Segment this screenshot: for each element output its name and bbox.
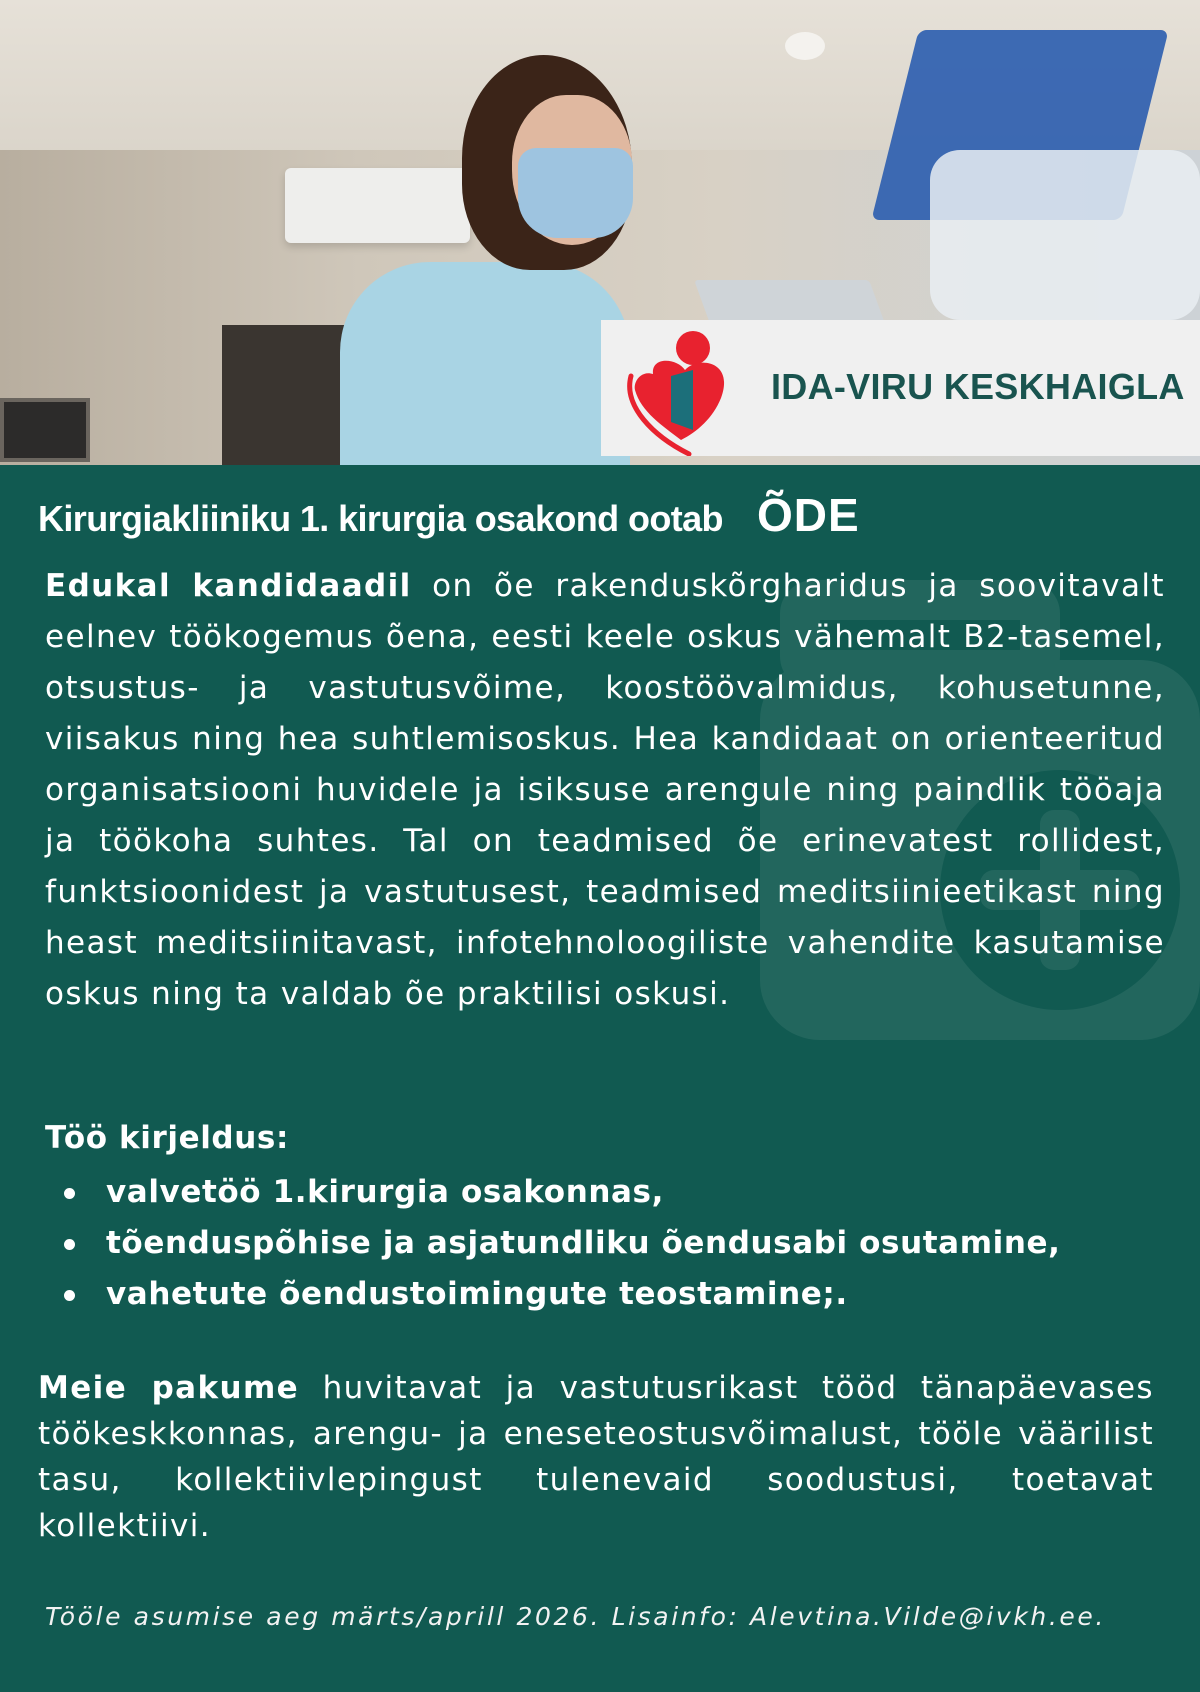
list-item: valvetöö 1.kirurgia osakonnas, bbox=[62, 1167, 1061, 1218]
offer-paragraph bbox=[38, 1365, 1154, 1549]
hospital-name: IDA-VIRU KESKHAIGLA bbox=[771, 366, 1185, 407]
list-item: vahetute õendustoimingute teostamine;. bbox=[62, 1269, 1061, 1320]
duties-heading: Töö kirjeldus: bbox=[45, 1120, 289, 1156]
header-photo bbox=[0, 0, 1200, 465]
requirements-text: on õe rakenduskõrgharidus ja soovitavalt eelnev töökogemus õena, eesti keele oskus vähemalt B2-tasemel, otsustus- ja vastutusvõime, koostöövalmidus, kohusetunne, viisakus ning hea suhtlemisoskus. Hea kandidaat on orienteeritud organisatsiooni huvidele ja isiksuse arengule ning paindlik tööaja ja töökoha suhtes. Tal on teadmised õe erinevatest rollidest, funktsioonidest ja vastutusest, teadmised meditsiinieetikast ning heast meditsiinitavast, infotehnoloogiliste vahendite kasutamise oskus ning ta valdab õe praktilisi oskusi. bbox=[45, 568, 1165, 1012]
requirements-paragraph bbox=[45, 561, 1165, 1020]
offer-lead: Meie pakume bbox=[38, 1370, 300, 1406]
duties-list bbox=[62, 1167, 1061, 1320]
hospital-logo-banner bbox=[601, 320, 1200, 456]
position-title: ÕDE bbox=[756, 489, 860, 541]
contact-footer: Tööle asumise aeg märts/aprill 2026. Lisainfo: Alevtina.Vilde@ivkh.ee. bbox=[45, 1602, 1106, 1631]
requirements-lead: Edukal kandidaadil bbox=[45, 568, 412, 604]
hospital-logo-icon bbox=[613, 326, 743, 456]
offer-text: huvitavat ja vastutusrikast tööd tänapäevases töökeskkonnas, arengu- ja eneseteostusvõimalust, tööle väärilist tasu, kollektiivlepingust tulenevaid soodustusi, toetavat kollektiivi. bbox=[38, 1370, 1154, 1544]
headline-text: Kirurgiakliiniku 1. kirurgia osakond ootab bbox=[38, 498, 723, 539]
page-title bbox=[38, 488, 860, 542]
list-item: tõenduspõhise ja asjatundliku õendusabi osutamine, bbox=[62, 1218, 1061, 1269]
